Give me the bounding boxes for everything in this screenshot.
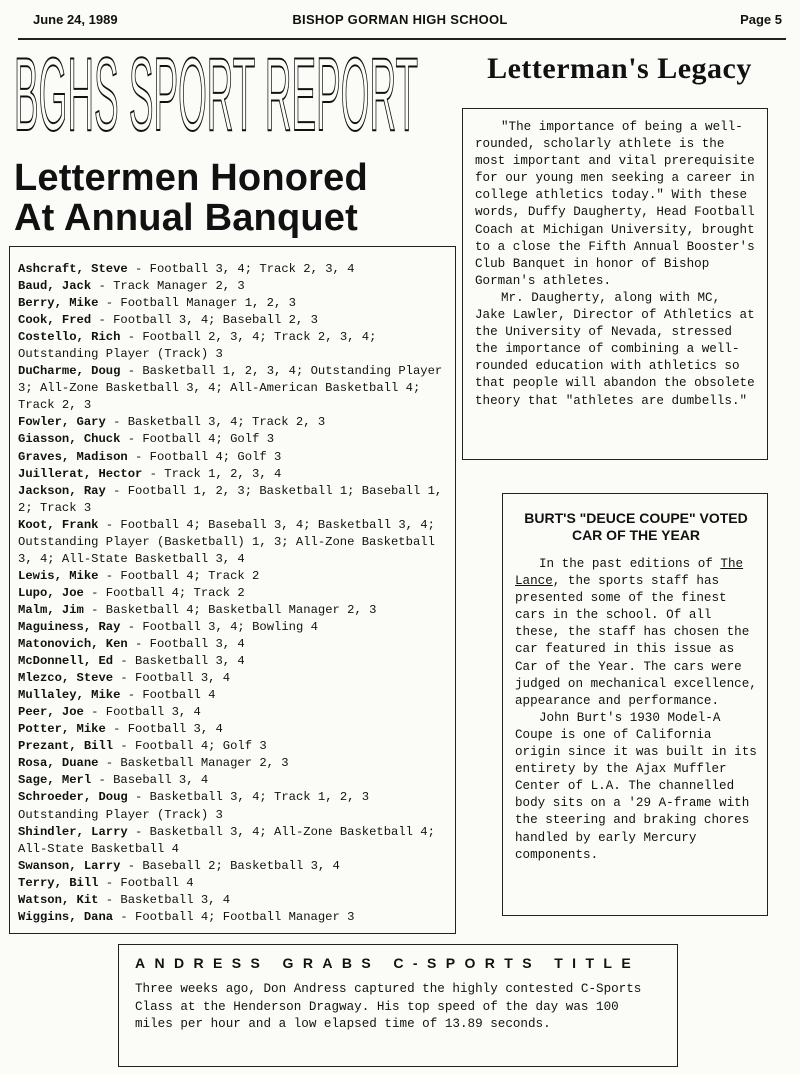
- the-lance-title: The Lance: [515, 557, 744, 589]
- letterman-detail: Football 3, 4; Track 2, 3, 4: [149, 262, 355, 276]
- masthead-title: BGHS SPORT REPORT: [14, 44, 418, 140]
- separator: -: [127, 262, 150, 276]
- letterman-detail: Football 3, 4; Baseball 2, 3: [113, 313, 318, 328]
- letterman-entry: [18, 909, 447, 926]
- page-header: [0, 12, 800, 32]
- separator: -: [120, 432, 143, 447]
- letterman-detail: Football 3, 4: [135, 671, 231, 686]
- letterman-name: Berry, Mike: [18, 296, 99, 311]
- separator: -: [120, 858, 143, 873]
- separator: -: [105, 722, 128, 737]
- letterman-entry: [18, 278, 447, 295]
- separator: -: [83, 602, 106, 617]
- letterman-name: Prezant, Bill: [18, 739, 114, 754]
- letterman-detail: Basketball 3, 4; Track 2, 3: [127, 415, 326, 430]
- page-number: Page 5: [740, 12, 782, 27]
- letterman-detail: Football 4; Track 2: [120, 568, 260, 583]
- legacy-paragraph-2: Mr. Daugherty, along with MC, Jake Lawler, Director of Athletics at the University of Nevada, stressed the importance of combining a well-rounded education with athletics so that people will abandon the obsolete theory that "athletes are dumbells.": [475, 290, 755, 408]
- letterman-entry: [18, 363, 447, 414]
- letterman-detail: Baseball 3, 4: [113, 773, 209, 788]
- letterman-entry: [18, 824, 447, 858]
- separator: -: [127, 824, 150, 839]
- car-text: , the sports staff has presented some of the finest cars in the school. Of all these, the staff has chosen the car featured in this issue as Car of the Year. The cars were judged on mechanical excellence, appearance and performance.: [515, 574, 757, 708]
- legacy-paragraph-1: "The importance of being a well-rounded, scholarly athlete is the most important and vital prerequisite for our young men seeking a career in college athletics today." With these words, Duffy Daugherty, Head Football Coach at Michigan University, brought to a close the Fifth Annual Booster's Club Banquet in honor of Bishop Gorman's athletes.: [475, 120, 755, 288]
- letterman-name: Sage, Merl: [18, 773, 92, 788]
- letterman-entry: [18, 466, 447, 483]
- letterman-detail: Football 3, 4; Bowling 4: [142, 619, 318, 634]
- letterman-detail: Football 4; Baseball 3, 4; Basketball 3, 4; Outstanding Player (Basketball) 1, 3; All-Zone Basketball 3, 4; All-State Basketball 3, 4: [18, 517, 435, 566]
- car-paragraph-2: John Burt's 1930 Model-A Coupe is one of California origin since it was built in its entirety by the Ajax Muffler Center of L.A. The channelled body sits on a '29 A-frame with the steering and braking chores handled by early Mercury components.: [515, 710, 757, 862]
- letterman-detail: Basketball Manager 2, 3: [120, 756, 289, 771]
- letterman-detail: Basketball 1, 2, 3, 4; Outstanding Player 3; All-Zone Basketball 3, 4; All-American Basketball 4; Track 2, 3: [18, 364, 443, 413]
- letterman-detail: Football 3, 4: [127, 722, 223, 737]
- separator: -: [113, 739, 136, 754]
- letterman-entry: [18, 585, 447, 602]
- separator: -: [91, 773, 114, 788]
- separator: -: [105, 415, 128, 430]
- letterman-detail: Basketball 4; Basketball Manager 2, 3: [105, 602, 377, 617]
- separator: -: [120, 619, 143, 634]
- issue-date: June 24, 1989: [33, 12, 118, 27]
- car-of-year-article: [502, 493, 768, 916]
- header-rule: [18, 38, 786, 40]
- letterman-entry: [18, 738, 447, 755]
- letterman-entry: [18, 312, 447, 329]
- letterman-entry: [18, 858, 447, 875]
- separator: -: [98, 517, 121, 532]
- lettermen-headline: [14, 158, 424, 238]
- letterman-name: Lewis, Mike: [18, 568, 99, 583]
- letterman-name: Watson, Kit: [18, 892, 99, 907]
- letterman-name: Malm, Jim: [18, 602, 84, 617]
- letterman-entry: [18, 670, 447, 687]
- letterman-name: Baud, Jack: [18, 279, 92, 294]
- letterman-name: Graves, Madison: [18, 449, 128, 464]
- separator: -: [120, 330, 143, 345]
- legacy-title: Letterman's Legacy: [487, 52, 752, 85]
- letterman-name: Juillerat, Hector: [18, 466, 143, 481]
- letterman-detail: Football 1, 2, 3; Basketball 1; Baseball 1, 2; Track 3: [18, 483, 443, 515]
- letterman-entry: [18, 568, 447, 585]
- letterman-name: DuCharme, Doug: [18, 364, 121, 379]
- letterman-entry: [18, 295, 447, 312]
- separator: -: [98, 296, 121, 311]
- letterman-detail: Football 4: [120, 875, 194, 890]
- letterman-name: Shindler, Larry: [18, 824, 128, 839]
- letterman-entry: [18, 704, 447, 721]
- separator: -: [113, 909, 136, 924]
- car-body: [515, 556, 757, 864]
- letterman-name: Mullaley, Mike: [18, 688, 121, 703]
- letterman-name: Rosa, Duane: [18, 756, 99, 771]
- letterman-detail: Football 3, 4: [149, 637, 245, 652]
- letterman-name: McDonnell, Ed: [18, 654, 114, 669]
- headline-line-1: Lettermen Honored: [14, 157, 368, 199]
- letterman-name: Peer, Joe: [18, 705, 84, 720]
- separator: -: [142, 466, 165, 481]
- letterman-entry: [18, 653, 447, 670]
- letterman-detail: Football 4; Golf 3: [142, 432, 275, 447]
- letterman-detail: Football Manager 1, 2, 3: [120, 296, 296, 311]
- letterman-name: Costello, Rich: [18, 330, 121, 345]
- letterman-name: Matonovich, Ken: [18, 637, 128, 652]
- letterman-entry: [18, 772, 447, 789]
- letterman-entry: [18, 517, 447, 568]
- letterman-name: Maguiness, Ray: [18, 619, 121, 634]
- separator: -: [83, 585, 106, 600]
- letterman-entry: [18, 431, 447, 448]
- letterman-entry: [18, 721, 447, 738]
- car-text: In the past editions of: [539, 557, 721, 571]
- letterman-name: Cook, Fred: [18, 313, 92, 328]
- school-name: BISHOP GORMAN HIGH SCHOOL: [292, 12, 508, 27]
- letterman-name: Potter, Mike: [18, 722, 106, 737]
- separator: -: [113, 671, 136, 686]
- letterman-detail: Basketball 3, 4: [120, 892, 231, 907]
- letterman-entry: [18, 602, 447, 619]
- letterman-entry: [18, 875, 447, 892]
- masthead-logo: [12, 44, 422, 140]
- separator: -: [127, 449, 150, 464]
- letterman-detail: Baseball 2; Basketball 3, 4: [142, 858, 340, 873]
- separator: -: [127, 790, 150, 805]
- letterman-entry: [18, 261, 447, 278]
- letterman-name: Jackson, Ray: [18, 483, 106, 498]
- letterman-name: Giasson, Chuck: [18, 432, 121, 447]
- andress-article: [118, 944, 678, 1067]
- separator: -: [98, 756, 121, 771]
- letterman-detail: Basketball 3, 4: [135, 654, 245, 669]
- letterman-entry: [18, 329, 447, 363]
- letterman-name: Terry, Bill: [18, 875, 99, 890]
- letterman-name: Mlezco, Steve: [18, 671, 114, 686]
- separator: -: [127, 637, 150, 652]
- separator: -: [83, 705, 106, 720]
- letterman-detail: Track Manager 2, 3: [113, 279, 245, 294]
- masthead: [12, 44, 422, 140]
- letterman-detail: Football 4; Football Manager 3: [135, 909, 355, 924]
- letterman-detail: Football 2, 3, 4; Track 2, 3, 4; Outstanding Player (Track) 3: [18, 330, 377, 362]
- letterman-detail: Football 4; Golf 3: [149, 449, 282, 464]
- letterman-entry: [18, 755, 447, 772]
- separator: -: [98, 875, 121, 890]
- separator: -: [98, 568, 121, 583]
- legacy-article: [462, 108, 768, 460]
- car-headline: BURT'S "DEUCE COUPE" VOTED CAR OF THE YEAR: [524, 510, 748, 543]
- lettermen-roster: [9, 246, 456, 934]
- letterman-entry: [18, 619, 447, 636]
- car-paragraph-1: [515, 556, 757, 710]
- separator: -: [120, 688, 143, 703]
- separator: -: [98, 892, 121, 907]
- letterman-detail: Track 1, 2, 3, 4: [164, 466, 282, 481]
- andress-body: Three weeks ago, Don Andress captured the highly contested C-Sports Class at the Henderson Dragway. His top speed of the day was 100 miles per hour and a low elapsed time of 13.89 seconds.: [135, 982, 642, 1032]
- separator: -: [113, 654, 136, 669]
- letterman-entry: [18, 636, 447, 653]
- separator: -: [105, 483, 128, 498]
- letterman-entry: [18, 687, 447, 704]
- letterman-detail: Basketball 3, 4; All-Zone Basketball 4; All-State Basketball 4: [18, 824, 435, 856]
- letterman-name: Fowler, Gary: [18, 415, 106, 430]
- letterman-name: Lupo, Joe: [18, 585, 84, 600]
- letterman-detail: Football 4: [142, 688, 216, 703]
- letterman-entry: [18, 483, 447, 517]
- andress-headline: ANDRESS GRABS C-SPORTS TITLE: [135, 955, 641, 971]
- letterman-detail: Football 4; Track 2: [105, 585, 245, 600]
- letterman-name: Wiggins, Dana: [18, 909, 114, 924]
- letterman-name: Swanson, Larry: [18, 858, 121, 873]
- letterman-name: Ashcraft, Steve: [18, 262, 128, 276]
- letterman-entry: [18, 892, 447, 909]
- headline-line-2: At Annual Banquet: [14, 197, 358, 239]
- letterman-detail: Football 3, 4: [105, 705, 201, 720]
- letterman-detail: Basketball 3, 4; Track 1, 2, 3 Outstanding Player (Track) 3: [18, 790, 370, 822]
- letterman-name: Schroeder, Doug: [18, 790, 128, 805]
- letterman-detail: Football 4; Golf 3: [135, 739, 267, 754]
- separator: -: [91, 313, 114, 328]
- letterman-name: Koot, Frank: [18, 517, 99, 532]
- separator: -: [91, 279, 114, 294]
- letterman-entry: [18, 449, 447, 466]
- letterman-entry: [18, 414, 447, 431]
- letterman-entry: [18, 789, 447, 823]
- separator: -: [120, 364, 143, 379]
